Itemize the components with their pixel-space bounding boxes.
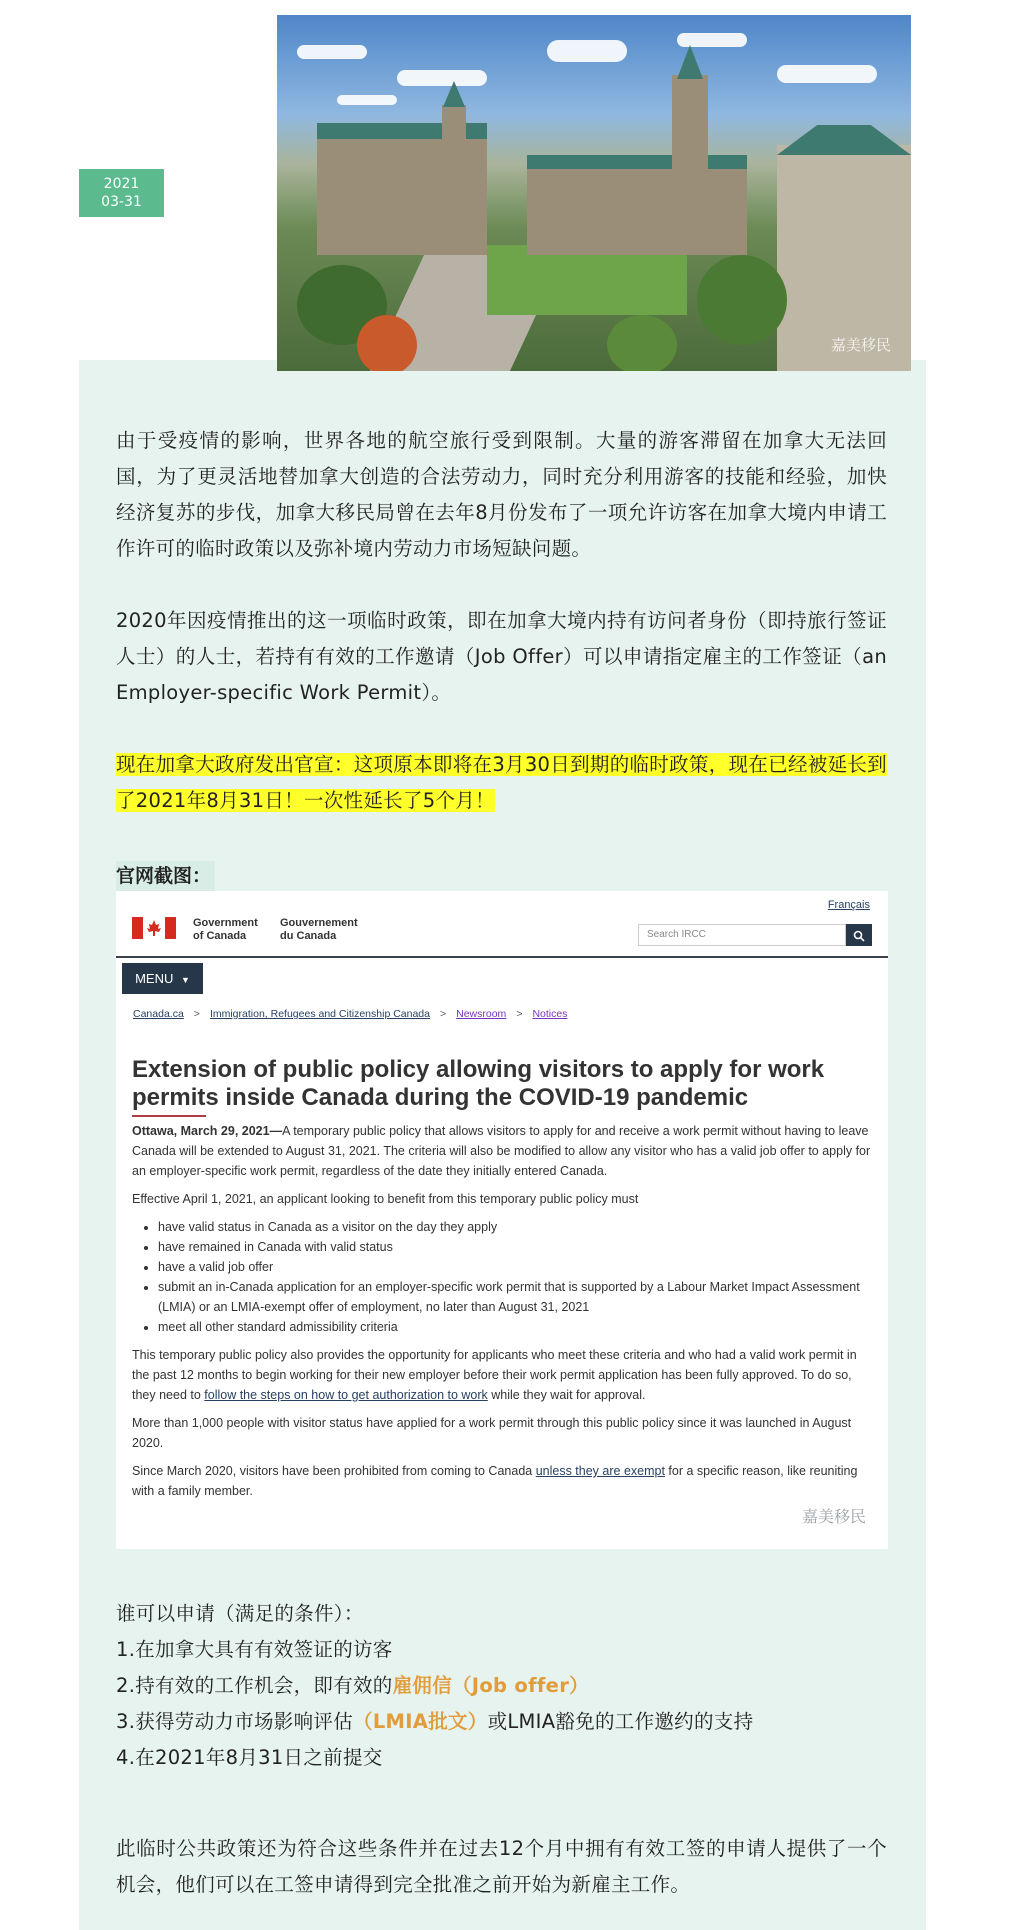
exempt-link[interactable]: unless they are exempt — [535, 1464, 665, 1478]
condition-3 — [116, 1704, 887, 1740]
list-item: • submit an in-Canada application for an employer-specific work permit that is supported by a Labour Market Impact Assessment (LMIA) or an LMIA-exempt offer of employment, no later than August 31, 2021 — [158, 1277, 874, 1317]
intro-text: A temporary public policy that allows visitors to apply for and receive a work permit without having to leave Canada will be extended to August 31, 2021. The criteria will also be modified to allow any visitor who has a valid job offer to apply for an employer-specific work permit, regardless of the date they initially entered Canada. — [132, 1124, 871, 1178]
para-c-text-2: for a specific reason, like reuniting with a family member. — [132, 1464, 858, 1498]
list-item: • have a valid job offer — [158, 1257, 874, 1277]
condition-2-emphasis: 雇佣信（Job offer） — [392, 1674, 589, 1697]
paragraph-2: 2020年因疫情推出的这一项临时政策，即在加拿大境内持有访问者身份（即持旅行签证人士）的人士，若持有有效的工作邀请（Job Offer）可以申请指定雇主的工作签证（an Employer-specific Work Permit）。 — [116, 609, 887, 704]
effective-text: Effective April 1, 2021, an applicant looking to benefit from this temporary public policy must — [132, 1192, 639, 1206]
list-item: • meet all other standard admissibility criteria — [158, 1317, 874, 1337]
para-a-text-1: This temporary public policy also provides the opportunity for applicants who meet these criteria and who had a valid work permit in the past 12 months to begin working for their new employer before their work permit application has been fully approved. To do so, they need to — [132, 1348, 857, 1402]
date-month-day: 03-31 — [101, 194, 142, 210]
breadcrumb-newsroom[interactable]: Newsroom — [456, 1008, 507, 1020]
breadcrumb: Canada.ca > Immigration, Refugees and Citizenship Canada > Newsroom > Notices — [133, 1008, 568, 1020]
gov-en-line-1: Government — [193, 917, 258, 929]
menu-button[interactable] — [122, 963, 203, 994]
page-title: Extension of public policy allowing visitors to apply for work permits inside Canada during the COVID-19 pandemic — [132, 1056, 825, 1111]
hero-watermark: 嘉美移民 — [830, 336, 891, 354]
criteria-list — [132, 1217, 874, 1337]
dateline: Ottawa, March 29, 2021— — [132, 1124, 283, 1138]
date-year: 2021 — [103, 176, 140, 192]
condition-3-text: 3.获得劳动力市场影响评估 — [116, 1710, 354, 1733]
gov-fr-line-2: du Canada — [280, 930, 337, 942]
highlight-paragraph — [116, 747, 887, 819]
date-badge — [79, 169, 164, 217]
list-item: • have valid status in Canada as a visitor on the day they apply — [158, 1217, 874, 1237]
highlight-text: 现在加拿大政府发出官宣：这项原本即将在3月30日到期的临时政策，现在已经被延长到了2021年8月31日！一次性延长了5个月！ — [116, 753, 887, 812]
prohibited-paragraph — [132, 1461, 874, 1501]
notice-body — [132, 1121, 874, 1509]
authorization-link[interactable]: follow the steps on how to get authorization to work — [204, 1388, 488, 1402]
closing-paragraph: 此临时公共政策还为符合这些条件并在过去12个月中拥有有效工签的申请人提供了一个机会，他们可以在工签申请得到完全批准之前开始为新雇主工作。 — [116, 1837, 887, 1896]
para-a-text-2: while they wait for approval. — [487, 1388, 646, 1402]
screenshot-label: 官网截图： — [116, 861, 215, 891]
menu-label: MENU — [135, 971, 174, 986]
condition-2-text: 2.持有效的工作机会，即有效的 — [116, 1674, 393, 1697]
search-icon — [853, 930, 865, 942]
conditions-heading: 谁可以申请（满足的条件）： — [116, 1602, 364, 1625]
breadcrumb-ircc[interactable]: Immigration, Refugees and Citizenship Canada — [209, 1008, 430, 1020]
search-button[interactable] — [846, 924, 872, 946]
breadcrumb-notices[interactable]: Notices — [532, 1008, 568, 1020]
title-underline — [132, 1115, 206, 1117]
gov-fr-line-1: Gouvernement — [280, 917, 358, 929]
gov-wordmark-fr — [280, 917, 358, 943]
condition-3-text-end: 或LMIA豁免的工作邀约的支持 — [487, 1710, 754, 1733]
canada-flag-icon — [132, 917, 176, 939]
applicants-paragraph: More than 1,000 people with visitor status have applied for a work permit through this public policy since it was launched in August 2020. — [132, 1416, 852, 1450]
francais-link[interactable]: Français — [827, 899, 870, 911]
chevron-down-icon: ▼ — [180, 975, 190, 985]
intro-paragraph — [132, 1121, 874, 1181]
para-c-text-1: Since March 2020, visitors have been prohibited from coming to Canada — [132, 1464, 536, 1478]
condition-2 — [116, 1668, 887, 1704]
condition-4: 4.在2021年8月31日之前提交 — [116, 1746, 383, 1769]
header-rule — [116, 956, 888, 958]
screenshot-watermark: 嘉美移民 — [801, 1509, 866, 1526]
paragraph-1: 由于受疫情的影响，世界各地的航空旅行受到限制。大量的游客滞留在加拿大无法回国，为了更灵活地替加拿大创造的合法劳动力，同时充分利用游客的技能和经验，加快经济复苏的步伐，加拿大移民局曾在去年8月份发布了一项允许访客在加拿大境内申请工作许可的临时政策以及弥补境内劳动力市场短缺问题。 — [116, 429, 887, 560]
gov-en-line-2: of Canada — [193, 930, 247, 942]
search-input[interactable]: Search IRCC — [638, 924, 846, 946]
list-item: • have remained in Canada with valid status — [158, 1237, 874, 1257]
breadcrumb-canada[interactable]: Canada.ca — [133, 1008, 184, 1020]
ircc-screenshot — [116, 891, 888, 1549]
authorization-paragraph — [132, 1345, 874, 1405]
hero-image-parliament — [277, 15, 911, 371]
condition-3-emphasis: （LMIA批文） — [353, 1710, 488, 1733]
condition-1: 1.在加拿大具有有效签证的访客 — [116, 1638, 393, 1661]
gov-wordmark-en — [193, 917, 258, 943]
